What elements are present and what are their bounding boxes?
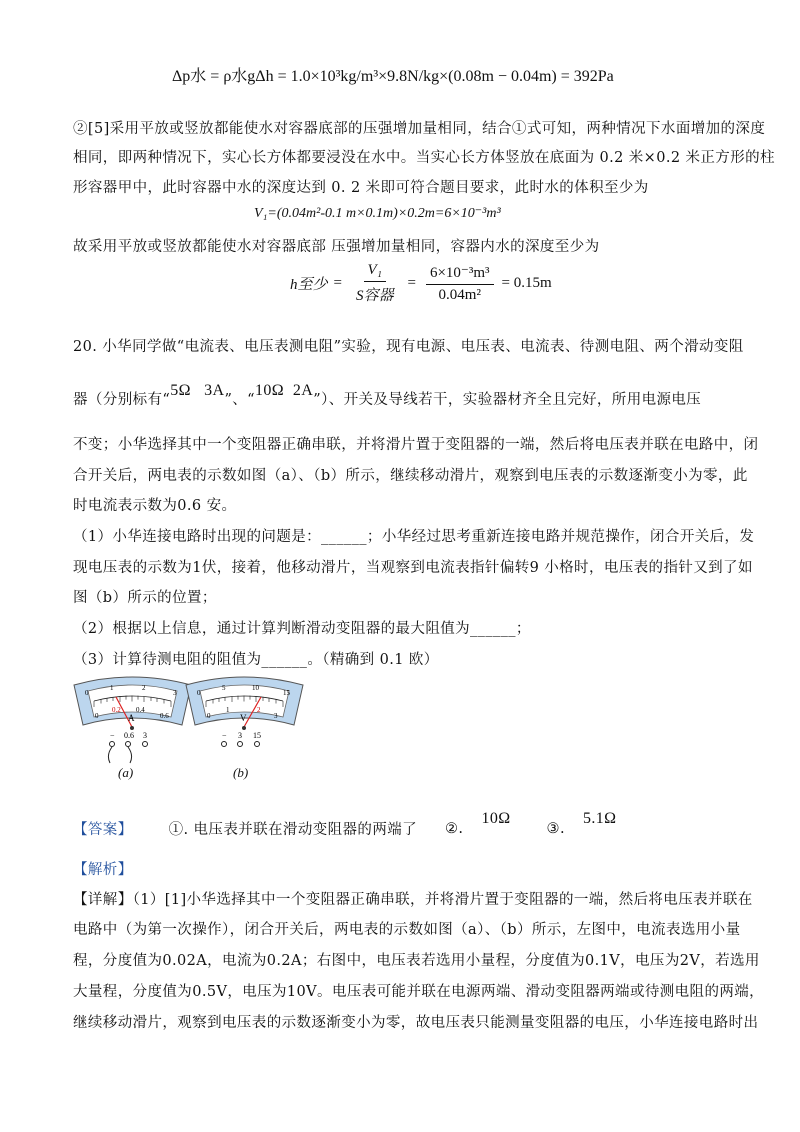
detail-line: 【详解】（1）[1]小华选择其中一个变阻器正确串联，并将滑片置于变阻器的一端，然后将电压表并联在 <box>73 892 753 908</box>
h-min-formula <box>290 262 552 305</box>
question-text: ”、“ <box>224 392 255 408</box>
v1-formula: V₁=(0.04m²-0.1 m×0.1m)×0.2m=6×10⁻³m³ <box>254 206 501 221</box>
question-line: 合开关后，两电表的示数如图（a）、（b）所示，继续移动滑片，观察到电压表的示数逐渐变小为零，此 <box>73 468 748 484</box>
sub-question-3: （3）计算待测电阻的阻值为______。（精确到 0.1 欧） <box>73 652 439 668</box>
answer-3-label: ③. <box>546 820 565 837</box>
detail-line: 程，分度值为0.02A，电流为0.2A；右图中，电压表若选用小量程，分度值为0.1V，电压为2V，若选用 <box>73 953 760 969</box>
paragraph-line: 形容器甲中，此时容器中水的深度达到 0. 2 米即可符合题目要求，此时水的体积至少为 <box>73 180 649 196</box>
delta-p-formula: Δp水 = ρ水gΔh = 1.0×10³kg/m³×9.8N/kg×(0.08m − 0.04m) = 392Pa <box>172 68 614 85</box>
sub-question-1: 现电压表的示数为1伏，接着，他移动滑片，当观察到电流表指针偏转9 小格时，电压表的指针又到了如 <box>73 560 753 576</box>
figure-a-caption: (a) <box>118 765 134 780</box>
ammeter-terminal-label: 3 <box>143 731 147 740</box>
fraction-denominator: S容器 <box>355 288 394 304</box>
voltmeter-scale-top: 10 <box>252 684 259 692</box>
voltmeter-unit: V <box>240 713 247 723</box>
rheostat-spec-1: 5Ω 3A <box>170 381 225 399</box>
equals-sign: = <box>333 275 342 291</box>
voltmeter-terminal-label: 15 <box>253 731 261 740</box>
voltmeter-terminal-label: − <box>222 731 227 740</box>
voltmeter-scale-bottom: 0 <box>207 712 211 720</box>
answer-label: 【答案】 <box>73 822 133 838</box>
voltmeter-scale-top: 5 <box>222 684 226 692</box>
h-min-result: = 0.15m <box>501 275 552 291</box>
analysis-label: 【解析】 <box>73 862 133 878</box>
sub-question-1: 图（b）所示的位置； <box>73 590 217 606</box>
ammeter-scale-top: 0 <box>85 689 89 697</box>
voltmeter-scale-bottom: 3 <box>274 712 278 720</box>
ammeter-scale-bottom: 0.2 <box>112 706 121 714</box>
detail-line: 大量程，分度值为0.5V，电压为10V。电压表可能并联在电源两端、滑动变阻器两端或待测电阻的两端， <box>73 984 765 1000</box>
voltmeter-scale-bottom: 1 <box>226 706 230 714</box>
ammeter-scale-bottom: 0.6 <box>160 712 169 720</box>
question-line: 不变；小华选择其中一个变阻器正确串联，并将滑片置于变阻器的一端，然后将电压表并联在电路中，闭 <box>73 437 759 453</box>
figure-b-caption: (b) <box>233 765 249 780</box>
question-line <box>73 381 702 409</box>
answer-row <box>73 809 617 839</box>
ammeter-scale-bottom: 0 <box>95 712 99 720</box>
paragraph-line: 相同，即两种情况下，实心长方体都要浸没在水中。当实心长方体竖放在底面为 0.2 米×0.2 米正方形的柱 <box>73 150 775 166</box>
question-text: ”）、开关及导线若干，实验器材齐全且完好，所用电源电压 <box>313 392 702 408</box>
fraction-numerator: 6×10⁻³m³ <box>426 263 494 285</box>
ammeter-scale-top: 3 <box>173 689 177 697</box>
ammeter-terminal-label: − <box>110 731 115 740</box>
h-min-symbol: h至少 <box>290 277 328 293</box>
question-line: 时电流表示数为0.6 安。 <box>73 498 237 514</box>
question-line: 20. 小华同学做“电流表、电压表测电阻”实验，现有电源、电压表、电流表、待测电阻、两个滑动变阻 <box>73 339 744 355</box>
paragraph-line: ②[5]采用平放或竖放都能使水对容器底部的压强增加量相同，结合①式可知，两种情况下水面增加的深度 <box>73 121 766 137</box>
equals-sign: = <box>407 275 416 291</box>
sub-question-1: （1）小华连接电路时出现的问题是：______；小华经过思考重新连接电路并规范操作，闭合开关后，发 <box>73 529 755 545</box>
voltmeter-scale-top: 0 <box>197 689 201 697</box>
answer-2-label: ②. <box>445 820 464 837</box>
voltmeter-scale-top: 15 <box>283 689 290 697</box>
answer-3: 5.1Ω <box>582 809 617 827</box>
fraction-numerator: V₁ <box>364 262 386 282</box>
fraction-v-over-s <box>352 262 398 305</box>
detail-line: 继续移动滑片，观察到电压表的示数逐渐变小为零，故电压表只能测量变阻器的电压，小华连接电路时出 <box>73 1015 759 1031</box>
ammeter-scale-top: 2 <box>142 684 146 692</box>
ammeter-scale-top: 1 <box>110 684 114 692</box>
voltmeter-terminal-label: 3 <box>238 731 242 740</box>
ammeter-scale-bottom: 0.4 <box>136 706 145 714</box>
paragraph-line: 故采用平放或竖放都能使水对容器底部 压强增加量相同，容器内水的深度至少为 <box>73 239 600 255</box>
fraction-denominator: 0.04m² <box>438 287 481 303</box>
ammeter-terminal-label: 0.6 <box>124 731 134 740</box>
detail-line: 电路中（为第一次操作），闭合开关后，两电表的示数如图（a）、（b）所示，左图中，电流表选用小量 <box>73 922 741 938</box>
rheostat-spec-2: 10Ω 2A <box>255 381 314 399</box>
question-text: 器（分别标有“ <box>73 392 171 408</box>
fraction-values <box>426 263 494 304</box>
ammeter-unit: A <box>128 713 135 723</box>
sub-question-2: （2）根据以上信息，通过计算判断滑动变阻器的最大阻值为______； <box>73 621 531 637</box>
voltmeter-scale-bottom: 2 <box>257 706 261 714</box>
answer-2: 10Ω <box>481 809 511 827</box>
answer-1: ①. 电压表并联在滑动变阻器的两端了 <box>168 822 418 838</box>
